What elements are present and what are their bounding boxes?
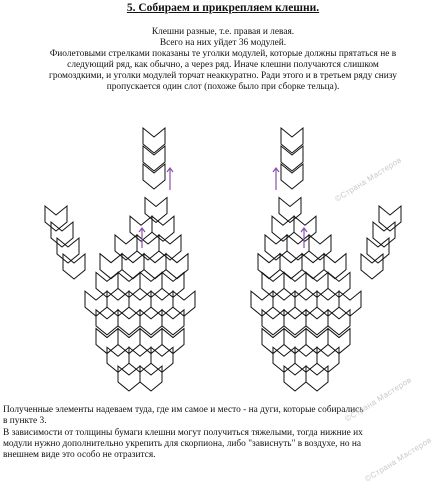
intro-line: Всего на них уйдет 36 модулей.	[159, 38, 287, 48]
bottom-line: внешнем виде это особо не отразится.	[3, 450, 156, 461]
purple-arrow-icon	[139, 228, 145, 248]
watermark: ©Страна Мастеров	[333, 155, 404, 204]
bottom-line: Полученные элементы надеваем туда, где им самое и место - на дуги, которые собирались	[3, 405, 364, 415]
left-claw-diagram	[45, 128, 195, 391]
intro-text	[8, 27, 438, 93]
module-chevron	[324, 254, 346, 279]
intro-line: громоздкими, и уголки модулей торчат неаккуратно. Ради этого и в третьем ряду снизу	[48, 71, 397, 81]
module-chevron	[143, 164, 165, 189]
module-chevron	[100, 254, 122, 279]
claw-diagrams	[0, 120, 446, 405]
intro-line: следующий ряд, как обычно, а через ряд. Иначе клешни получаются слишком	[67, 60, 379, 70]
watermark: ©Страна Мастеров	[363, 435, 434, 484]
module-chevron	[302, 254, 324, 279]
module-chevron	[144, 254, 166, 279]
purple-arrow-icon	[167, 168, 173, 190]
module-chevron	[281, 164, 303, 189]
bottom-line: в пункте 3.	[3, 416, 47, 427]
purple-arrow-icon	[301, 228, 307, 248]
module-chevron	[122, 254, 144, 279]
watermark: ©Страна Мастеров	[343, 375, 414, 424]
module-chevron	[280, 254, 302, 279]
module-chevron	[45, 206, 67, 231]
bottom-line: В зависимости от толщины бумаги клешни могут получиться тяжелыми, тогда нижние их	[3, 427, 363, 438]
bottom-line: модули нужно дополнительно укрепить для скорпиона, либо "зависнуть" в воздухе, но на	[3, 438, 362, 449]
module-chevron	[166, 254, 188, 279]
intro-line: Фиолетовыми стрелками показаны те уголки модулей, которые должны прятаться не в	[49, 49, 397, 59]
purple-arrow-icon	[273, 168, 279, 190]
module-chevron	[379, 206, 401, 231]
intro-line: Клешни разные, т.е. правая и левая.	[151, 27, 295, 37]
module-chevron	[258, 254, 280, 279]
bottom-text	[3, 405, 443, 461]
page-title: 5. Собираем и прикрепляем клешни.	[126, 2, 320, 14]
intro-line: пропускается один слот (похоже было при сборке тельца).	[106, 82, 340, 92]
